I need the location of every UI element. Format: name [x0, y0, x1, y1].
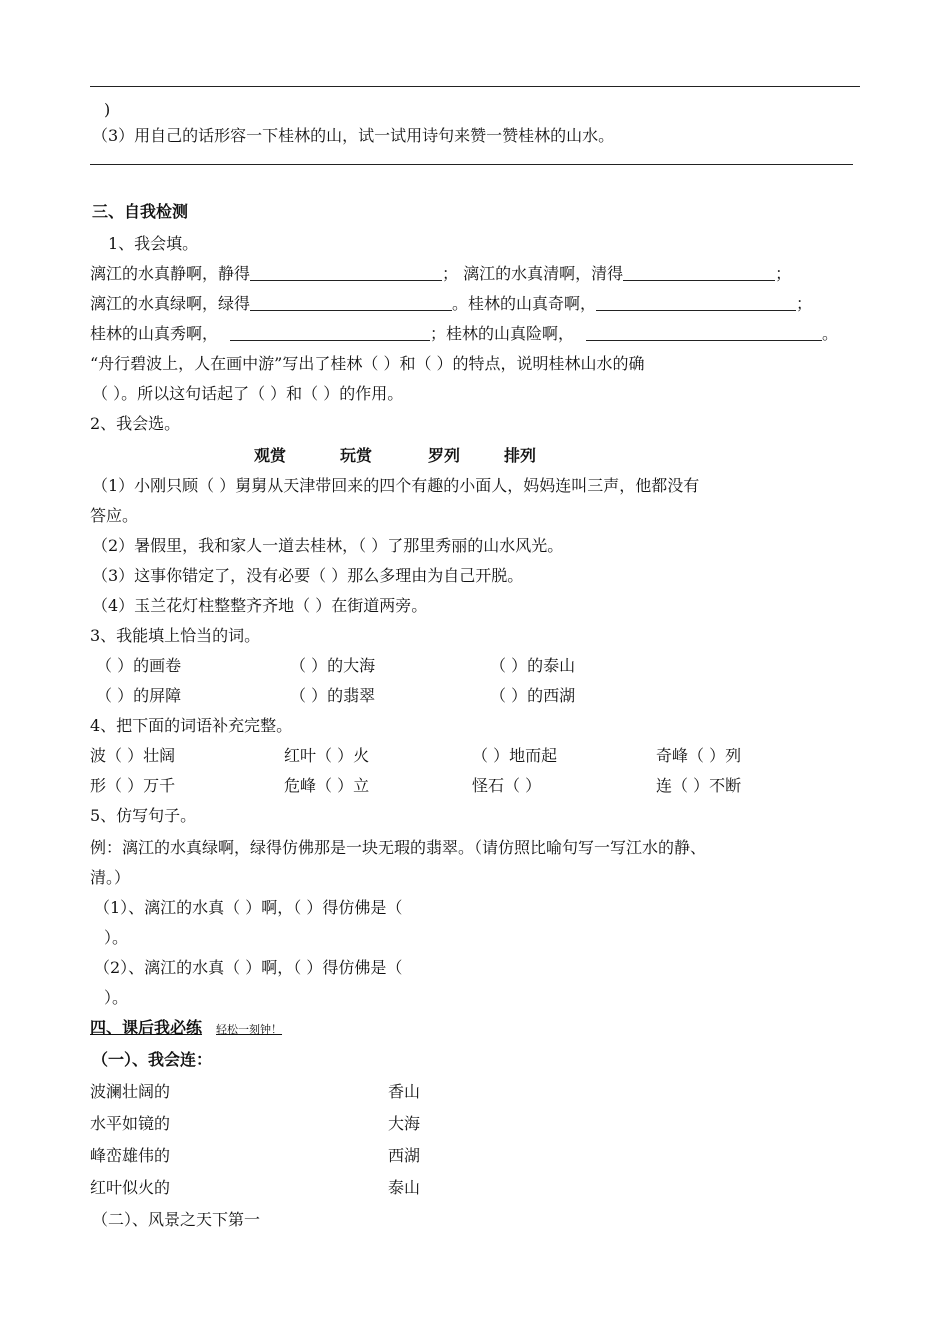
fill-word: （ ）的泰山 [490, 656, 576, 675]
fill-word: （ ）的屏障 [96, 686, 182, 705]
choose-4: （4）玉兰花灯柱整整齐齐地（ ）在街道两旁。 [92, 596, 428, 615]
fill-word: （ ）的翡翠 [290, 686, 376, 705]
example-line-1: 例：漓江的水真绿啊，绿得仿佛那是一块无瑕的翡翠。（请仿照比喻句写一写江水的静、 [90, 838, 707, 857]
sub-2: 2、我会选。 [90, 414, 181, 433]
choose-2: （2）暑假里，我和家人一道去桂林，（ ）了那里秀丽的山水风光。 [92, 536, 564, 555]
blank[interactable] [596, 294, 796, 311]
section-4-heading: 四、课后我必练 [90, 1018, 203, 1037]
connect-left: 水平如镜的 [90, 1114, 171, 1133]
idiom: 奇峰（ ）列 [656, 746, 742, 765]
blank[interactable] [586, 324, 822, 341]
top-rule [90, 86, 860, 87]
sub-1: 1、我会填。 [108, 234, 199, 253]
fill-row-3a: 桂林的山真秀啊， [90, 324, 219, 343]
fill-word: （ ）的画卷 [96, 656, 182, 675]
idiom: 形（ ）万千 [90, 776, 176, 795]
answer-line [90, 164, 853, 165]
idiom: 连（ ）不断 [656, 776, 742, 795]
example-line-2: 清。） [90, 868, 131, 887]
idiom: 危峰（ ）立 [284, 776, 370, 795]
fill-word: （ ）的西湖 [490, 686, 576, 705]
blank[interactable] [250, 294, 452, 311]
imitate-2b: ）。 [104, 988, 129, 1007]
section-3-heading: 三、自我检测 [92, 202, 189, 221]
choice-2: 玩赏 [340, 446, 373, 465]
fill-row-2b: 。桂林的山真奇啊， [452, 294, 597, 313]
connect-left: 波澜壮阔的 [90, 1082, 171, 1101]
blank[interactable] [230, 324, 430, 341]
connect-right: 大海 [388, 1114, 421, 1133]
connect-right: 泰山 [388, 1178, 421, 1197]
sub-5: 5、仿写句子。 [90, 806, 197, 825]
semicolon: ； [775, 264, 792, 283]
fill-row-1 [90, 264, 791, 284]
choice-4: 排列 [504, 446, 537, 465]
period: 。 [822, 324, 839, 343]
choose-3: （3）这事你错定了，没有必要（ ）那么多理由为自己开脱。 [92, 566, 524, 585]
fill-row-2 [90, 294, 812, 314]
choose-1b: 答应。 [90, 506, 139, 525]
blank[interactable] [623, 264, 775, 281]
semicolon: ； [796, 294, 813, 313]
idiom: （ ）地而起 [472, 746, 558, 765]
idiom: 怪石（ ） [472, 776, 542, 795]
section-4-heading-row [90, 1018, 282, 1040]
fill-row-3 [90, 324, 838, 344]
connect-left: 峰峦雄伟的 [90, 1146, 171, 1165]
idiom: 红叶（ ）火 [284, 746, 370, 765]
idiom: 波（ ）壮阔 [90, 746, 176, 765]
fill-row-5: （ ）。所以这句话起了（ ）和（ ）的作用。 [92, 384, 404, 403]
fill-row-1a: 漓江的水真静啊，静得 [90, 264, 251, 283]
blank[interactable] [250, 264, 442, 281]
close-paren: ) [104, 100, 111, 119]
fill-word: （ ）的大海 [290, 656, 376, 675]
imitate-2: （2）、漓江的水真（ ）啊，（ ）得仿佛是（ [94, 958, 403, 977]
fill-row-1b: ； 漓江的水真清啊，清得 [442, 264, 624, 283]
sub-scenery: （二）、风景之天下第一 [92, 1210, 261, 1229]
imitate-1: （1）、漓江的水真（ ）啊，（ ）得仿佛是（ [94, 898, 403, 917]
fill-row-4: “舟行碧波上，人在画中游”写出了桂林（ ）和（ ）的特点，说明桂林山水的确 [90, 354, 645, 373]
choice-3: 罗列 [428, 446, 461, 465]
sub-4: 4、把下面的词语补充完整。 [90, 716, 293, 735]
choice-1: 观赏 [254, 446, 287, 465]
imitate-1b: ）。 [104, 928, 129, 947]
sub-connect: （一）、我会连： [92, 1050, 213, 1069]
connect-left: 红叶似火的 [90, 1178, 171, 1197]
section-4-note: 轻松一刻钟！ [216, 1023, 283, 1036]
fill-row-3b: ；桂林的山真险啊， [430, 324, 575, 343]
choose-1: （1）小刚只顾（ ）舅舅从天津带回来的四个有趣的小面人，妈妈连叫三声，他都没有 [92, 476, 700, 495]
question-3: （3）用自己的话形容一下桂林的山，试一试用诗句来赞一赞桂林的山水。 [92, 126, 615, 145]
connect-right: 香山 [388, 1082, 421, 1101]
fill-row-2a: 漓江的水真绿啊，绿得 [90, 294, 251, 313]
sub-3: 3、我能填上恰当的词。 [90, 626, 261, 645]
connect-right: 西湖 [388, 1146, 421, 1165]
